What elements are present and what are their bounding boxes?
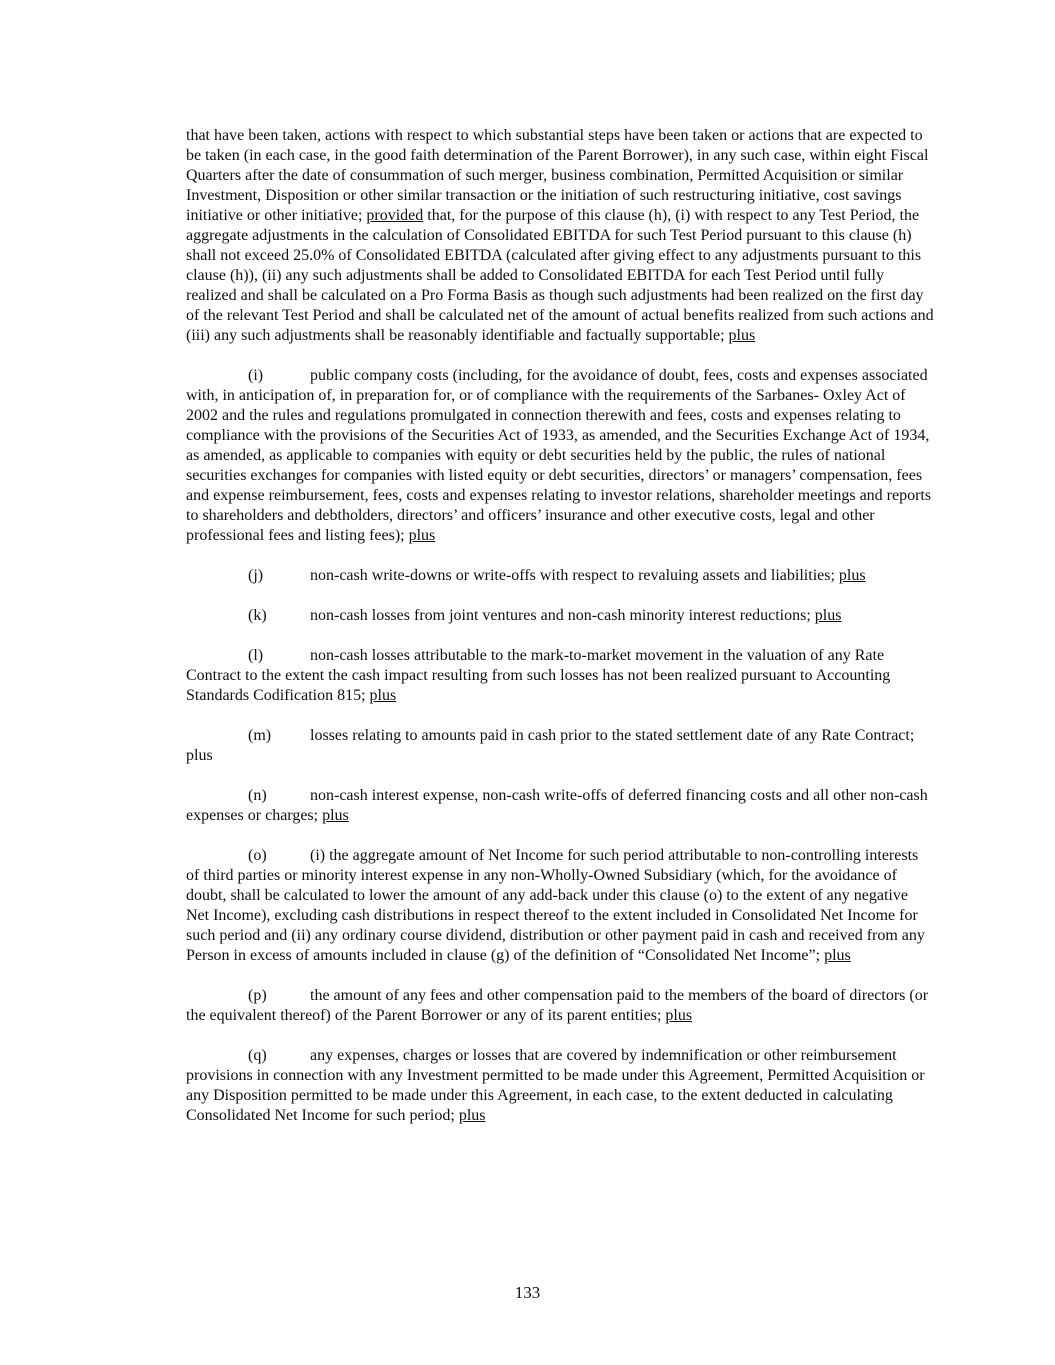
lead-text-part1: that have been taken, actions with respect to which substantial steps have been taken or actions that are expected to be taken (in each case, in the good faith determination of the Parent Borrower), in any such case, within eight Fiscal Quarters after the date of consummation of such merger, business combination, Permitted Acquisition or similar Investment, Disposition or other similar transaction or the initiation of such restructuring initiative, cost savings initiative or other initiative; bbox=[186, 127, 929, 224]
plus-term: plus bbox=[369, 687, 397, 704]
clause-text: the amount of any fees and other compensation paid to the members of the board of directors (or the equivalent thereof) of the Parent Borrower or any of its parent entities; bbox=[186, 987, 929, 1024]
clause-text: public company costs (including, for the avoidance of doubt, fees, costs and expenses associated with, in anticipation of, in preparation for, or of compliance with the requirements of the Sarbanes- Oxley Act of 2002 and the rules and regulations promulgated in connection therewith and fees, costs and expenses relating to compliance with the provisions of the Securities Act of 1933, as amended, and the Securities Exchange Act of 1934, as amended, as applicable to companies with equity or debt securities held by the public, the rules of national securities exchanges for companies with listed equity or debt securities, directors’ or managers’ compensation, fees and expense reimbursement, fees, costs and expenses relating to investor relations, shareholder meetings and reports to shareholders and debtholders, directors’ and officers’ insurance and other executive costs, legal and other professional fees and listing fees); bbox=[186, 367, 932, 544]
clause-text: non-cash interest expense, non-cash write-offs of deferred financing costs and all other non-cash expenses or charges; bbox=[186, 787, 928, 824]
plus-term: plus bbox=[458, 1107, 486, 1124]
clause-m bbox=[186, 726, 934, 766]
plus-term: plus bbox=[814, 607, 842, 624]
clause-i bbox=[186, 366, 934, 546]
lead-paragraph bbox=[186, 126, 934, 346]
page-number: 133 bbox=[514, 1283, 541, 1302]
plus-term: plus bbox=[322, 807, 349, 824]
clause-p bbox=[186, 986, 934, 1026]
clause-label: (q) bbox=[248, 1047, 267, 1064]
plus-term: plus bbox=[665, 1007, 693, 1024]
clause-label: (p) bbox=[248, 987, 267, 1004]
clause-label: (k) bbox=[248, 607, 267, 624]
clause-label: (m) bbox=[248, 727, 272, 744]
clause-q bbox=[186, 1046, 934, 1126]
clause-n bbox=[186, 786, 934, 826]
plus-term: plus bbox=[728, 327, 756, 344]
plus-term: plus bbox=[824, 947, 851, 964]
clause-text: losses relating to amounts paid in cash prior to the stated settlement date of any Rate Contract; plus bbox=[186, 727, 915, 764]
document-body bbox=[186, 126, 934, 1146]
clause-text: non-cash losses from joint ventures and non-cash minority interest reductions; bbox=[310, 607, 815, 624]
provided-term: provided bbox=[366, 207, 424, 224]
clause-o bbox=[186, 846, 934, 966]
clause-k bbox=[186, 606, 934, 626]
clause-text: non-cash losses attributable to the mark-to-market movement in the valuation of any Rate Contract to the extent the cash impact resulting from such losses has not been realized pursuant to Accounting Standards Codification 815; bbox=[186, 647, 891, 704]
clause-label: (i) bbox=[248, 367, 264, 384]
plus-term: plus bbox=[408, 527, 436, 544]
clause-l bbox=[186, 646, 934, 706]
clause-label: (l) bbox=[248, 647, 264, 664]
clause-j bbox=[186, 566, 934, 586]
clause-text: non-cash write-downs or write-offs with respect to revaluing assets and liabilities; bbox=[310, 567, 839, 584]
clause-label: (n) bbox=[248, 787, 267, 804]
clause-label: (o) bbox=[248, 847, 267, 864]
clause-label: (j) bbox=[248, 567, 264, 584]
plus-term: plus bbox=[838, 567, 866, 584]
clause-text: any expenses, charges or losses that are covered by indemnification or other reimbursement provisions in connection with any Investment permitted to be made under this Agreement, Permitted Acquisition or any Disposition permitted to be made under this Agreement, in each case, to the extent deducted in calculating Consolidated Net Income for such period; bbox=[186, 1047, 925, 1124]
clause-text: (i) the aggregate amount of Net Income for such period attributable to non-controlling interests of third parties or minority interest expense in any non-Wholly-Owned Subsidiary (which, for the avoidance of doubt, shall be calculated to lower the amount of any add-back under this clause (o) to the extent of any negative Net Income), excluding cash distributions in respect thereof to the extent included in Consolidated Net Income for such period and (ii) any ordinary course dividend, distribution or other payment paid in cash and received from any Person in excess of amounts included in clause (g) of the definition of “Consolidated Net Income”; bbox=[186, 847, 925, 964]
lead-text-part2: that, for the purpose of this clause (h), (i) with respect to any Test Period, the aggregate adjustments in the calculation of Consolidated EBITDA for such Test Period pursuant to this clause (h) shall not exceed 25.0% of Consolidated EBITDA (calculated after giving effect to any adjustments pursuant to this clause (h)), (ii) any such adjustments shall be added to Consolidated EBITDA for each Test Period until fully realized and shall be calculated on a Pro Forma Basis as though such adjustments had been realized on the first day of the relevant Test Period and shall be calculated net of the amount of actual benefits realized from such actions and (iii) any such adjustments shall be reasonably identifiable and factually supportable; bbox=[186, 207, 934, 344]
